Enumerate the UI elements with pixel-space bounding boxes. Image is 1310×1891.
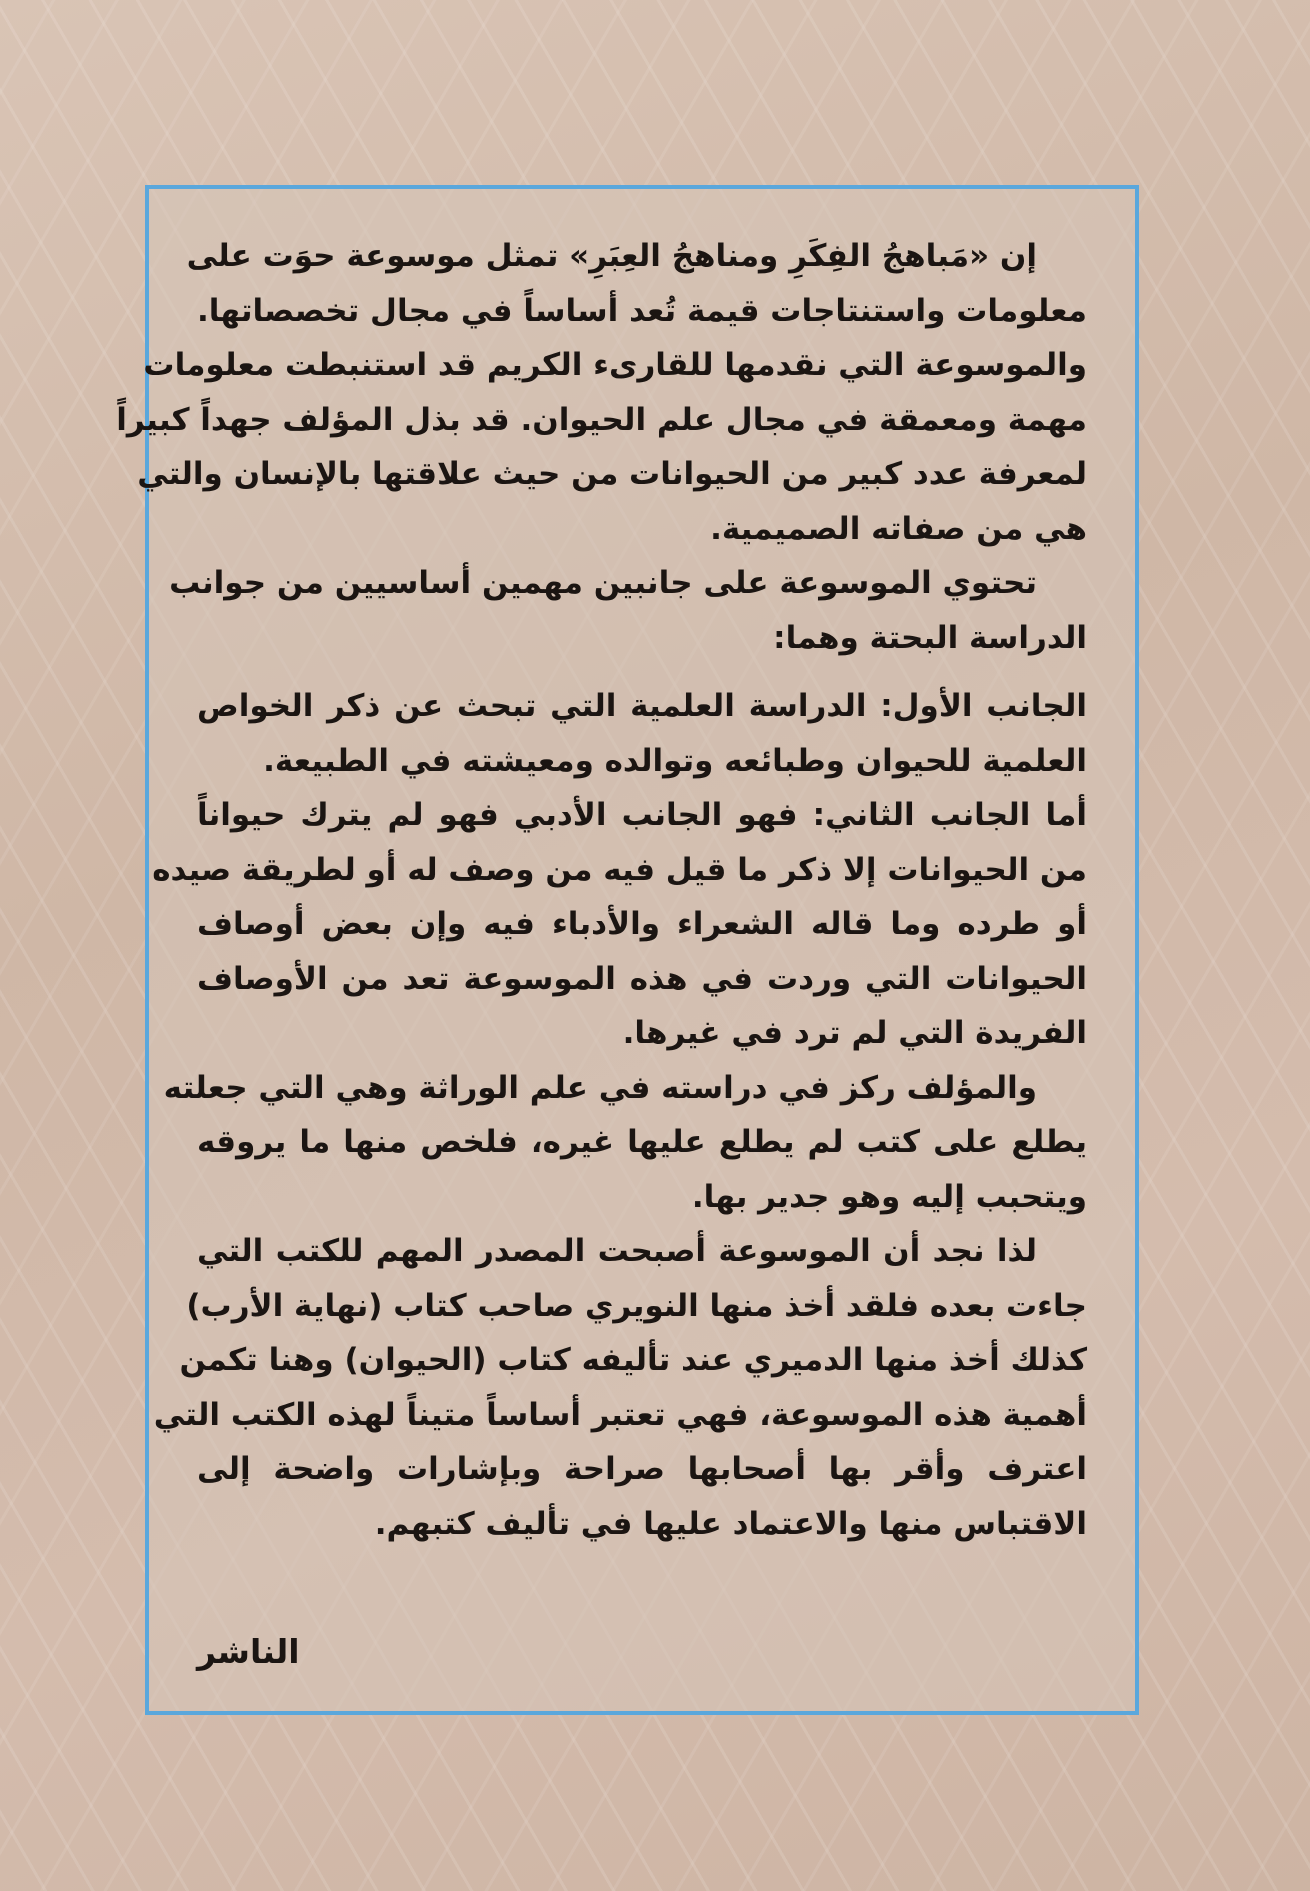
text-line: كذلك أخذ منها الدميري عند تأليفه كتاب (الحيوان) وهنا تكمن <box>179 1342 1087 1378</box>
text-line <box>197 679 1087 734</box>
text-line: لذا نجد أن الموسوعة أصبحت المصدر المهم للكتب التي <box>197 1233 1037 1269</box>
back-cover-text-frame <box>116 185 1139 1715</box>
paragraph-first-aspect <box>197 679 1087 788</box>
paragraph-intro <box>116 229 1087 556</box>
text-line: الفريدة التي لم ترد في غيرها. <box>622 1015 1087 1051</box>
text-line: والمؤلف ركز في دراسته في علم الوراثة وهي التي جعلته <box>163 1069 1037 1106</box>
paragraph-second-aspect <box>152 788 1087 1061</box>
publisher-signature: الناشر <box>197 1632 300 1671</box>
text-line: الحيوانات التي وردت في هذه الموسوعة تعد من الأوصاف <box>197 960 1087 997</box>
text-segment: الدراسة العلمية التي تبحث عن ذكر الخواص <box>197 688 881 724</box>
text-line: من الحيوانات إلا ذكر ما قيل فيه من وصف له أو لطريقة صيده <box>152 851 1087 888</box>
text-line: الاقتباس منها والاعتماد عليها في تأليف كتبهم. <box>374 1505 1087 1542</box>
text-line: إن «مَباهجُ الفِكَرِ ومناهجُ العِبَرِ» تمثل موسوعة حوَت على <box>186 238 1037 274</box>
paragraph-author-focus <box>163 1061 1087 1225</box>
text-line: ويتحبب إليه وهو جدير بها. <box>691 1178 1087 1215</box>
text-line: أهمية هذه الموسوعة، فهي تعتبر أساساً متيناً لهذه الكتب التي <box>153 1396 1087 1433</box>
text-line: لمعرفة عدد كبير من الحيوانات من حيث علاقتها بالإنسان والتي <box>137 456 1087 492</box>
text-line: أو طرده وما قاله الشعراء والأدباء فيه وإن بعض أوصاف <box>197 906 1087 942</box>
text-line: مهمة ومعمقة في مجال علم الحيوان. قد بذل المؤلف جهداً كبيراً <box>116 401 1087 438</box>
text-line: العلمية للحيوان وطبائعه وتوالده ومعيشته في الطبيعة. <box>263 742 1087 779</box>
text-line <box>197 788 1087 843</box>
text-line: جاءت بعده فلقد أخذ منها النويري صاحب كتاب (نهاية الأرب) <box>186 1287 1087 1324</box>
first-aspect-heading: الجانب الأول: <box>880 688 1087 724</box>
second-aspect-heading: أما الجانب الثاني: <box>812 797 1087 833</box>
text-line: معلومات واستنتاجات قيمة تُعد أساساً في مجال تخصصاتها. <box>197 292 1087 329</box>
text-line: والموسوعة التي نقدمها للقارىء الكريم قد استنبطت معلومات <box>143 347 1087 383</box>
text-line: اعترف وأقر بها أصحابها صراحة وبإشارات واضحة إلى <box>197 1451 1087 1487</box>
paragraph-aspects <box>169 556 1087 665</box>
paragraph-importance <box>153 1224 1087 1551</box>
text-line: تحتوي الموسوعة على جانبين مهمين أساسيين من جوانب <box>169 565 1037 601</box>
text-line: هي من صفاته الصميمية. <box>710 510 1087 547</box>
text-line: الدراسة البحتة وهما: <box>773 619 1087 656</box>
blurb-text <box>116 229 1087 1551</box>
text-segment: فهو الجانب الأدبي فهو لم يترك حيواناً <box>197 797 813 833</box>
text-line: يطلع على كتب لم يطلع عليها غيره، فلخص منها ما يروقه <box>197 1124 1087 1160</box>
